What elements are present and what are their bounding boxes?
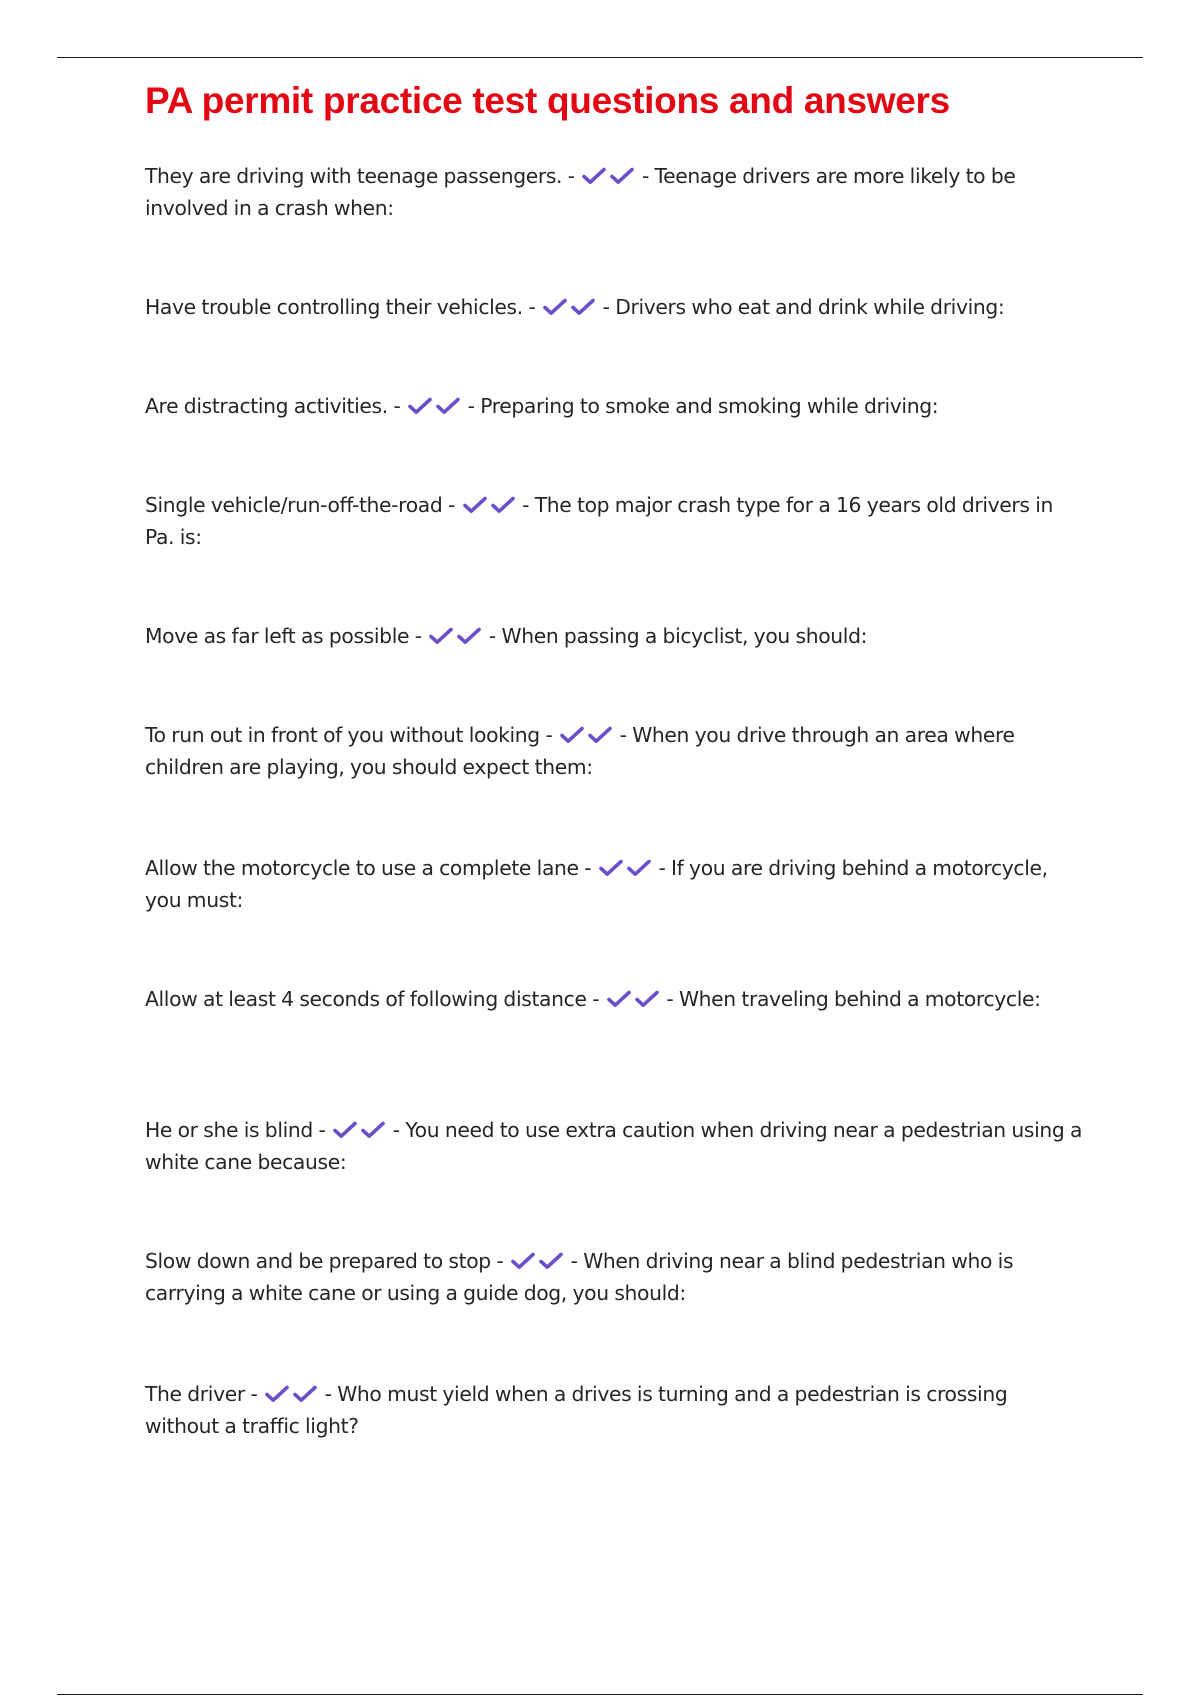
- question-text: You need to use extra caution when driving near a pedestrian using a white cane because:: [145, 1118, 1083, 1174]
- question-text: When driving near a blind pedestrian who is carrying a white cane or using a guide dog, you should:: [145, 1249, 1014, 1305]
- separator-dash: -: [414, 624, 422, 648]
- separator-dash: -: [592, 987, 600, 1011]
- qa-item: [145, 1114, 1085, 1178]
- check-icon: [435, 396, 461, 416]
- separator-dash: -: [488, 624, 496, 648]
- answer-text: The driver: [145, 1382, 245, 1406]
- question-text: When passing a bicyclist, you should:: [501, 624, 868, 648]
- question-text: The top major crash type for a 16 years old drivers in Pa. is:: [145, 493, 1053, 549]
- separator-dash: -: [250, 1382, 258, 1406]
- separator-dash: -: [658, 856, 666, 880]
- check-icon: [634, 989, 660, 1009]
- check-icon: [538, 1251, 564, 1271]
- separator-dash: -: [467, 394, 475, 418]
- page-title: PA permit practice test questions and answers: [145, 80, 950, 121]
- check-icon: [587, 725, 613, 745]
- qa-item: [145, 719, 1085, 783]
- check-icon: [542, 297, 568, 317]
- separator-dash: -: [641, 164, 649, 188]
- separator-dash: -: [392, 1118, 400, 1142]
- qa-item: [145, 1378, 1085, 1442]
- qa-item: [145, 291, 1085, 323]
- check-icon: [462, 495, 488, 515]
- check-icon: [292, 1384, 318, 1404]
- separator-dash: -: [324, 1382, 332, 1406]
- check-icon: [456, 626, 482, 646]
- separator-dash: -: [496, 1249, 504, 1273]
- separator-dash: -: [318, 1118, 326, 1142]
- answer-text: To run out in front of you without looking: [145, 723, 540, 747]
- separator-dash: -: [567, 164, 575, 188]
- check-icon: [510, 1251, 536, 1271]
- check-icon: [407, 396, 433, 416]
- answer-text: Move as far left as possible: [145, 624, 410, 648]
- check-icon: [606, 989, 632, 1009]
- top-rule: [57, 57, 1143, 58]
- separator-dash: -: [666, 987, 674, 1011]
- qa-item: [145, 390, 1085, 422]
- answer-text: Allow at least 4 seconds of following distance: [145, 987, 587, 1011]
- qa-item: [145, 620, 1085, 652]
- separator-dash: -: [584, 856, 592, 880]
- question-text: When you drive through an area where children are playing, you should expect them:: [145, 723, 1015, 779]
- separator-dash: -: [447, 493, 455, 517]
- separator-dash: -: [570, 1249, 578, 1273]
- separator-dash: -: [602, 295, 610, 319]
- check-icon: [264, 1384, 290, 1404]
- qa-item: [145, 852, 1085, 916]
- qa-item: [145, 160, 1085, 224]
- separator-dash: -: [522, 493, 530, 517]
- document-body: [145, 70, 1085, 1442]
- check-icon: [490, 495, 516, 515]
- separator-dash: -: [619, 723, 627, 747]
- check-icon: [581, 166, 607, 186]
- answer-text: Are distracting activities.: [145, 394, 388, 418]
- separator-dash: -: [545, 723, 553, 747]
- check-icon: [428, 626, 454, 646]
- question-text: If you are driving behind a motorcycle, you must:: [145, 856, 1048, 912]
- question-text: Teenage drivers are more likely to be involved in a crash when:: [145, 164, 1016, 220]
- check-icon: [332, 1120, 358, 1140]
- separator-dash: -: [393, 394, 401, 418]
- qa-item: [145, 1245, 1085, 1309]
- qa-list: [145, 160, 1085, 1442]
- question-text: When traveling behind a motorcycle:: [678, 987, 1041, 1011]
- check-icon: [626, 858, 652, 878]
- qa-item: [145, 983, 1085, 1015]
- answer-text: He or she is blind: [145, 1118, 313, 1142]
- answer-text: Single vehicle/run-off-the-road: [145, 493, 443, 517]
- answer-text: Slow down and be prepared to stop: [145, 1249, 491, 1273]
- answer-text: Allow the motorcycle to use a complete lane: [145, 856, 579, 880]
- question-text: Preparing to smoke and smoking while driving:: [480, 394, 939, 418]
- check-icon: [360, 1120, 386, 1140]
- bottom-rule: [57, 1694, 1143, 1695]
- check-icon: [559, 725, 585, 745]
- separator-dash: -: [528, 295, 536, 319]
- check-icon: [570, 297, 596, 317]
- qa-item: [145, 489, 1085, 553]
- question-text: Who must yield when a drives is turning and a pedestrian is crossing without a traffic light?: [145, 1382, 1008, 1438]
- check-icon: [598, 858, 624, 878]
- answer-text: Have trouble controlling their vehicles.: [145, 295, 523, 319]
- question-text: Drivers who eat and drink while driving:: [615, 295, 1005, 319]
- answer-text: They are driving with teenage passengers.: [145, 164, 563, 188]
- check-icon: [609, 166, 635, 186]
